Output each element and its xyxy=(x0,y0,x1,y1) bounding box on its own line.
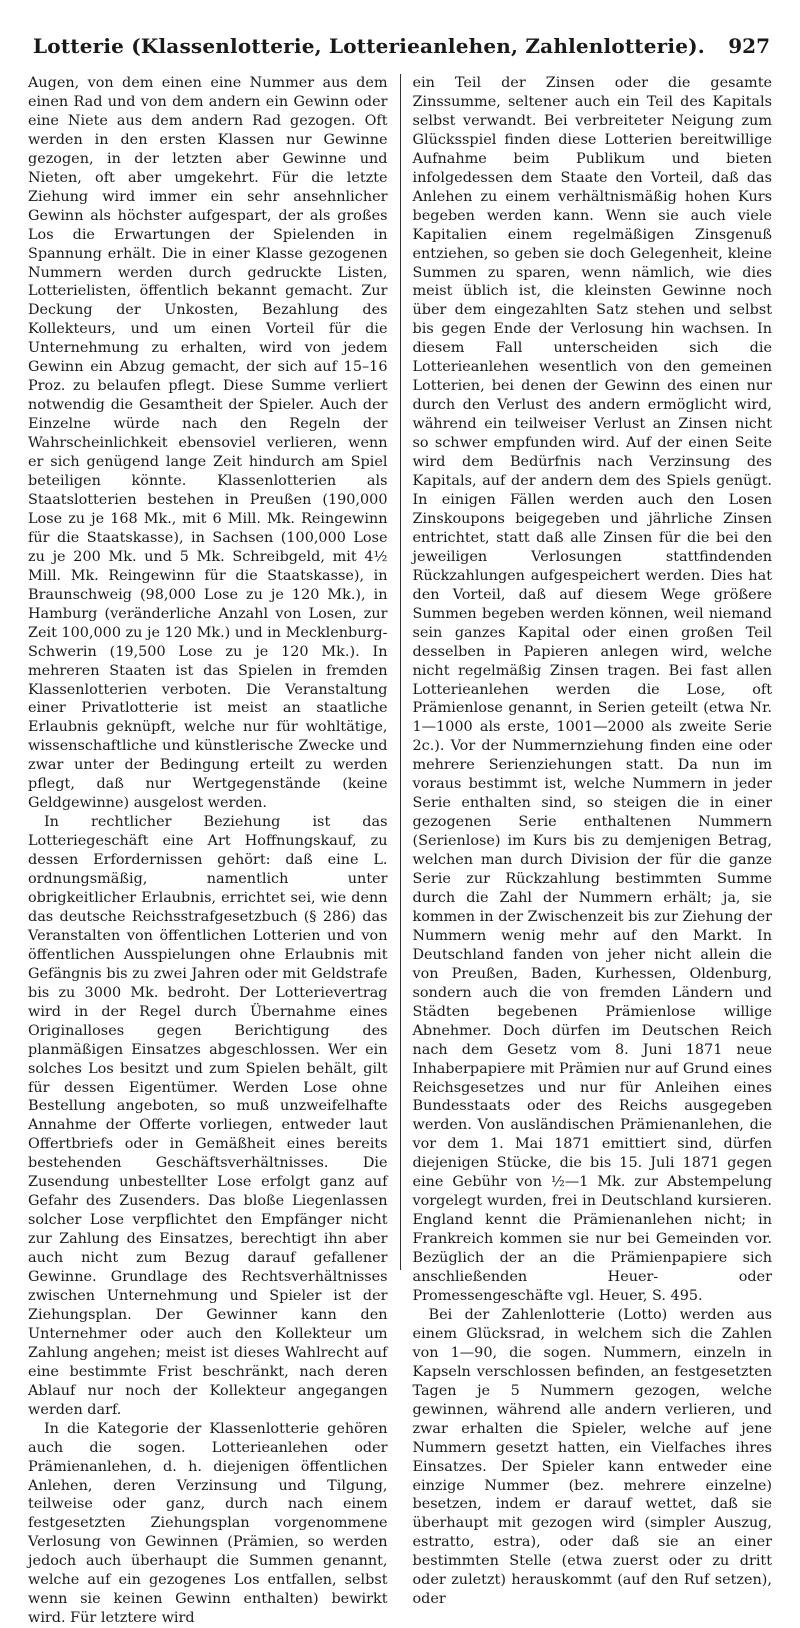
running-title: Lotterie (Klassenlotterie, Lotterieanlehen, Zahlenlotterie). xyxy=(33,34,705,58)
text-columns xyxy=(28,74,772,1627)
paragraph: In die Kategorie der Klassenlotterie gehören auch die sogen. Lotterieanlehen oder Prämienanlehen, d. h. diejenigen öffentlichen Anlehen, deren Verzinsung und Tilgung, teilweise oder ganz, durch nach einem festgesetzten Ziehungsplan vorgenommene Verlosung von Gewinnen (Prämien, so werden jedoch auch überhaupt die Summen genannt, welche auf ein gezogenes Los entfallen, selbst wenn sie keinen Gewinn enthalten) bewirkt wird. Für letztere wird xyxy=(28,1420,388,1627)
left-column xyxy=(28,74,401,1627)
right-column xyxy=(401,74,773,1608)
paragraph: Augen, von dem einen eine Nummer aus dem einen Rad und von dem andern ein Gewinn oder eine Niete aus dem andern Rad gezogen. Oft werden in den ersten Klassen nur Gewinne gezogen, in der letzten aber Gewinne und Nieten, oft aber umgekehrt. Für die letzte Ziehung wird immer ein sehr ansehnlicher Gewinn als höchster aufgespart, der als großes Los die Erwartungen der Spielenden in Spannung erhält. Die in einer Klasse gezogenen Nummern werden durch gedruckte Listen, Lotterielisten, öffentlich bekannt gemacht. Zur Deckung der Unkosten, Bezahlung des Kollekteurs, und um einen Vorteil für die Unternehmung zu erhalten, wird von jedem Gewinn ein Abzug gemacht, der sich auf 15–16 Proz. zu belaufen pflegt. Diese Summe verliert notwendig die Gesamtheit der Spieler. Auch der Einzelne würde nach den Regeln der Wahrscheinlichkeit ebensoviel verlieren, wenn er sich genügend lange Zeit hindurch am Spiel beteiligen könnte. Klassenlotterien als Staatslotterien bestehen in Preußen (190,000 Lose zu je 168 Mk., mit 6 Mill. Mk. Reingewinn für die Staatskasse), in Sachsen (100,000 Lose zu je 200 Mk. und 5 Mk. Schreibgeld, mit 4½ Mill. Mk. Reingewinn für die Staatskasse), in Braunschweig (98,000 Lose zu je 120 Mk.), in Hamburg (veränderliche Anzahl von Losen, zur Zeit 100,000 zu je 120 Mk.) und in Mecklenburg-Schwerin (19,500 Lose zu je 120 Mk.). In mehreren Staaten ist das Spielen in fremden Klassenlotterien verboten. Die Veranstaltung einer Privatlotterie ist meist an staatliche Erlaubnis geknüpft, welche nur für wohltätige, wissenschaftliche und künstlerische Zwecke und zwar unter der Bedingung erteilt zu werden pflegt, daß nur Wertgegenstände (keine Geldgewinne) ausgelost werden. xyxy=(28,75,388,812)
paragraph: ein Teil der Zinsen oder die gesamte Zinssumme, seltener auch ein Teil des Kapitals selbst verwandt. Bei verbreiteter Neigung zum Glücksspiel finden diese Lotterien bereitwillige Aufnahme beim Publikum und bieten infolgedessen dem Staate den Vorteil, daß das Anlehen zu einem verhältnismäßig hohen Kurs begeben werden kann. Wenn sie auch viele Kapitalien einem regelmäßigen Zinsgenuß entziehen, so geben sie doch Gelegenheit, kleine Summen zu sparen, wenn nämlich, wie dies meist üblich ist, die kleinsten Gewinne noch über dem eingezahlten Satz stehen und selbst bis gegen Ende der Verlosung hin wachsen. In diesem Fall unterscheiden sich die Lotterieanlehen wesentlich von den gemeinen Lotterien, bei denen der Gewinn des einen nur durch den Verlust des andern ermöglicht wird, während ein teilweiser Verlust an Zinsen nicht so schwer empfunden wird. Auf der einen Seite wird dem Bedürfnis nach Verzinsung des Kapitals, auf der andern dem des Spiels genügt. In einigen Fällen werden auch den Losen Zinskoupons beigegeben und jährliche Zinsen entrichtet, statt daß alle Zinsen für die bei den jeweiligen Verlosungen stattfindenden Rückzahlungen aufgespeichert werden. Dies hat den Vorteil, daß auf diesem Wege größere Summen begeben werden können, weil niemand sein ganzes Kapital oder einen großen Teil desselben in Papieren anlegen wird, welche nicht regelmäßig Zinsen tragen. Bei fast allen Lotterieanlehen werden die Lose, oft Prämienlose genannt, in Serien geteilt (etwa Nr. 1—1000 als erste, 1001—2000 als zweite Serie 2c.). Vor der Nummernziehung finden eine oder mehrere Serienziehungen statt. Da nun im voraus bestimmt ist, welche Nummern in jeder Serie enthalten sind, so steigen die in einer gezogenen Serie enthaltenen Nummern (Serienlose) im Kurs bis zu demjenigen Betrag, welchen man durch Division der für die ganze Serie zur Rückzahlung bestimmten Summe durch die Zahl der Nummern erhält; ja, sie kommen in der Zwischenzeit bis zur Ziehung der Nummern wenig mehr auf den Markt. In Deutschland fanden von jeher nicht allein die von Preußen, Baden, Kurhessen, Oldenburg, sondern auch die von fremden Ländern und Städten begebenen Prämienlose willige Abnehmer. Doch dürfen im Deutschen Reich nach dem Gesetz vom 8. Juni 1871 neue Inhaberpapiere mit Prämien nur auf Grund eines Reichsgesetzes und nur für Anleihen eines Bundesstaats oder des Reichs ausgegeben werden. Von ausländischen Prämienanlehen, die vor dem 1. Mai 1871 emittiert sind, dürfen diejenigen Stücke, die bis 15. Juli 1871 gegen eine Gebühr von ½—1 Mk. zur Abstempelung vorgelegt wurden, frei in Deutschland kursieren. England kennt die Prämienanlehen nicht; in Frankreich kommen sie nur bei Gemeinden vor. Bezüglich der an die Prämienpapiere sich anschließenden Heuer- oder Promessengeschäfte vgl. Heuer, S. 495. xyxy=(412,75,772,1304)
page-number: 927 xyxy=(728,34,770,58)
page-header xyxy=(28,34,770,60)
paragraph: Bei der Zahlenlotterie (Lotto) werden aus einem Glücksrad, in welchem sich die Zahlen von 1—90, die sogen. Nummern, einzeln in Kapseln verschlossen befinden, an festgesetzten Tagen je 5 Nummern gezogen, welche gewinnen, während alle andern verlieren, und zwar erhalten die Spieler, welche auf jene Nummern gesetzt hatten, ein Vielfaches ihres Einsatzes. Der Spieler kann entweder eine einzige Nummer (bez. mehrere einzelne) besetzen, indem er darauf wettet, daß sie überhaupt mit gezogen wird (simpler Auszug, estratto, estra), oder daß sie an einer bestimmten Stelle (etwa zuerst oder zu dritt oder zuletzt) herauskommt (auf den Ruf setzen), oder xyxy=(412,1306,772,1608)
paragraph: In rechtlicher Beziehung ist das Lotteriegeschäft eine Art Hoffnungskauf, zu dessen Erfordernissen gehört: daß eine L. ordnungsmäßig, namentlich unter obrigkeitlicher Erlaubnis, errichtet sei, wie denn das deutsche Reichsstrafgesetzbuch (§ 286) das Veranstalten von öffentlichen Lotterien und von öffentlichen Ausspielungen ohne Erlaubnis mit Gefängnis bis zu zwei Jahren oder mit Geldstrafe bis zu 3000 Mk. bedroht. Der Lotterievertrag wird in der Regel durch Übernahme eines Originalloses gegen Berichtigung des planmäßigen Einsatzes abgeschlossen. Wer ein solches Los besitzt und zum Spielen behält, gilt für dessen Eigentümer. Werden Lose ohne Bestellung angeboten, so muß unzweifelhafte Annahme der Offerte vorliegen, entweder laut Offertbriefs oder in Gemäßheit eines bereits bestehenden Geschäftsverhältnisses. Die Zusendung unbestellter Lose erfolgt ganz auf Gefahr des Zusenders. Das bloße Liegenlassen solcher Lose verpflichtet den Empfänger nicht zur Zahlung des Einsatzes, berechtigt ihn aber auch nicht zum Bezug darauf gefallener Gewinne. Grundlage des Rechtsverhältnisses zwischen Unternehmung und Spieler ist der Ziehungsplan. Der Gewinner kann den Unternehmer oder auch den Kollekteur um Zahlung angehen; meist ist dieses Wahlrecht auf eine bestimmte Frist beschränkt, nach deren Ablauf nur noch der Kollekteur angegangen werden darf. xyxy=(28,814,388,1418)
